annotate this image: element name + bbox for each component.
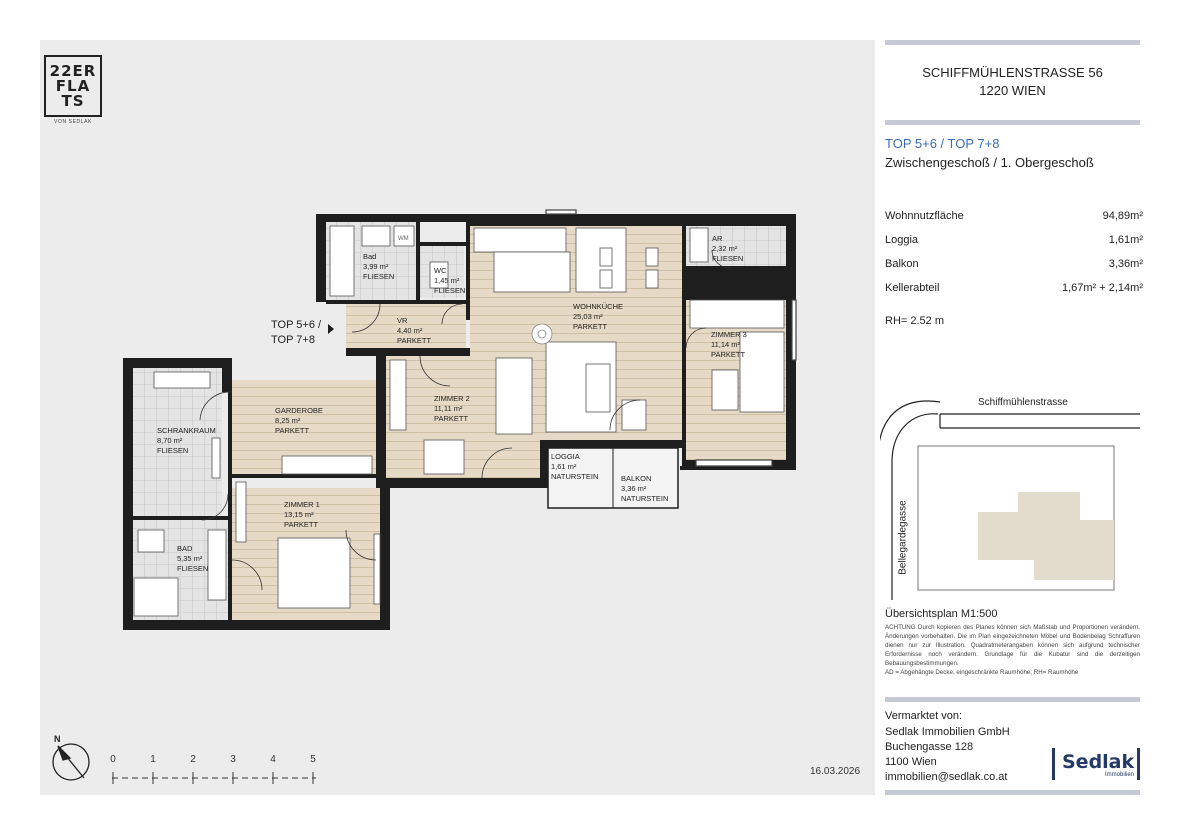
plant — [532, 324, 552, 344]
unit-title: TOP 5+6 / TOP 7+8 — [885, 136, 1000, 151]
room-label-wohnkueche: WOHNKÜCHE 25,03 m² PARKETT — [573, 302, 623, 331]
room-height: RH= 2.52 m — [885, 315, 944, 327]
room-label-vr: VR 4,40 m² PARKETT — [397, 316, 432, 345]
brand-logo-22erflats — [44, 55, 102, 117]
map-street-bellegardegasse: Bellegardegasse — [897, 500, 909, 575]
sedlak-brand-sub: Immobilien — [1104, 772, 1134, 778]
logo-bar-left — [1052, 748, 1055, 780]
site-overview-map — [880, 390, 1142, 602]
scale-label-5: 5 — [310, 754, 316, 765]
logo-tagline: VON SEDLAK — [54, 119, 92, 125]
marketing-street: Buchengasse 128 — [885, 741, 974, 753]
map-street-schiffmuehlenstrasse: Schiffmühlenstrasse — [978, 397, 1068, 408]
room-label-wc: WC 1,45 m² FLIESEN — [434, 266, 466, 295]
entry-label-line1: TOP 5+6 / — [271, 319, 322, 331]
scale-bar — [112, 772, 316, 784]
marketing-email[interactable]: immobilien@sedlak.co.at — [885, 771, 1008, 783]
panel-divider-2 — [885, 120, 1140, 125]
scale-label-4: 4 — [270, 754, 276, 765]
disclaimer-text: ACHTUNG Durch kopieren des Planes können sich Maßstab und Proportionen verändern. Änderungen vorbehalten. Die im Plan eingezeichneten Möbel und Bodenbelag Schraffuren dienen nur zur Illustration. Quadratmeterangaben können sich aufgrund technischer Erfordernisse noch verändern. Grundlage für die Kubatur sind die derzeitigen Bebauungsbestimmungen. AD = Abgehängte Decke, eingeschränkte Raumhöhe; RH= Raumhöhe — [885, 624, 1140, 676]
room-label-garderobe: GARDEROBE 8,25 m² PARKETT — [275, 406, 323, 435]
marketing-city: 1100 Wien — [885, 756, 937, 768]
room-label-zimmer3: ZIMMER 3 11,14 m² PARKETT — [711, 330, 747, 359]
sedlak-logo — [1052, 748, 1140, 784]
logo-line-2: FLA — [55, 76, 91, 95]
north-compass — [53, 744, 89, 780]
marketing-heading: Vermarktet von: — [885, 710, 963, 722]
logo-line-3: TS — [61, 91, 85, 110]
scale-label-2: 2 — [190, 754, 196, 765]
entry-label-line2: TOP 7+8 — [271, 334, 315, 346]
entrance-arrow — [328, 324, 334, 334]
marketing-company: Sedlak Immobilien GmbH — [885, 726, 1010, 738]
panel-divider-bottom — [885, 790, 1140, 795]
area-row-kellerabteil: Kellerabteil 1,67m² + 2,14m² — [885, 282, 1143, 294]
room-label-balkon: BALKON 3,36 m² NATURSTEIN — [621, 474, 669, 503]
compass-letter: N — [54, 734, 61, 744]
overview-title: Übersichtsplan M1:500 — [885, 608, 998, 620]
plan-date: 16.03.2026 — [810, 766, 861, 777]
room-label-ar: AR 2,32 m² FLIESEN — [712, 234, 744, 263]
washing-machine-label: WM — [398, 236, 409, 242]
room-label-zimmer1: ZIMMER 1 13,15 m² PARKETT — [284, 500, 320, 529]
scale-label-1: 1 — [150, 754, 156, 765]
logo-line-1: 22ER — [49, 61, 97, 80]
logo-bar-right — [1137, 748, 1140, 780]
sedlak-brand-name: Sedlak — [1062, 751, 1135, 773]
room-label-bad-bottom: BAD 5,35 m² FLIESEN — [177, 544, 209, 573]
room-label-bad-top: Bad 3,99 m² FLIESEN — [363, 252, 395, 281]
scale-label-3: 3 — [230, 754, 236, 765]
area-row-wohnnutzflaeche: Wohnnutzfläche 94,89m² — [885, 210, 1143, 222]
room-label-zimmer2: ZIMMER 2 11,11 m² PARKETT — [434, 394, 470, 423]
room-label-schrankraum: SCHRANKRAUM 8,70 m² FLIESEN — [157, 426, 216, 455]
panel-divider-top — [885, 40, 1140, 45]
area-row-balkon: Balkon 3,36m² — [885, 258, 1143, 270]
room-label-loggia: LOGGIA 1,61 m² NATURSTEIN — [551, 452, 599, 481]
panel-divider-3 — [885, 697, 1140, 702]
area-row-loggia: Loggia 1,61m² — [885, 234, 1143, 246]
address-city: 1220 WIEN — [979, 83, 1046, 98]
scale-label-0: 0 — [110, 754, 116, 765]
address-street: SCHIFFMÜHLENSTRASSE 56 — [922, 65, 1103, 80]
unit-floors: Zwischengeschoß / 1. Obergeschoß — [885, 155, 1094, 170]
